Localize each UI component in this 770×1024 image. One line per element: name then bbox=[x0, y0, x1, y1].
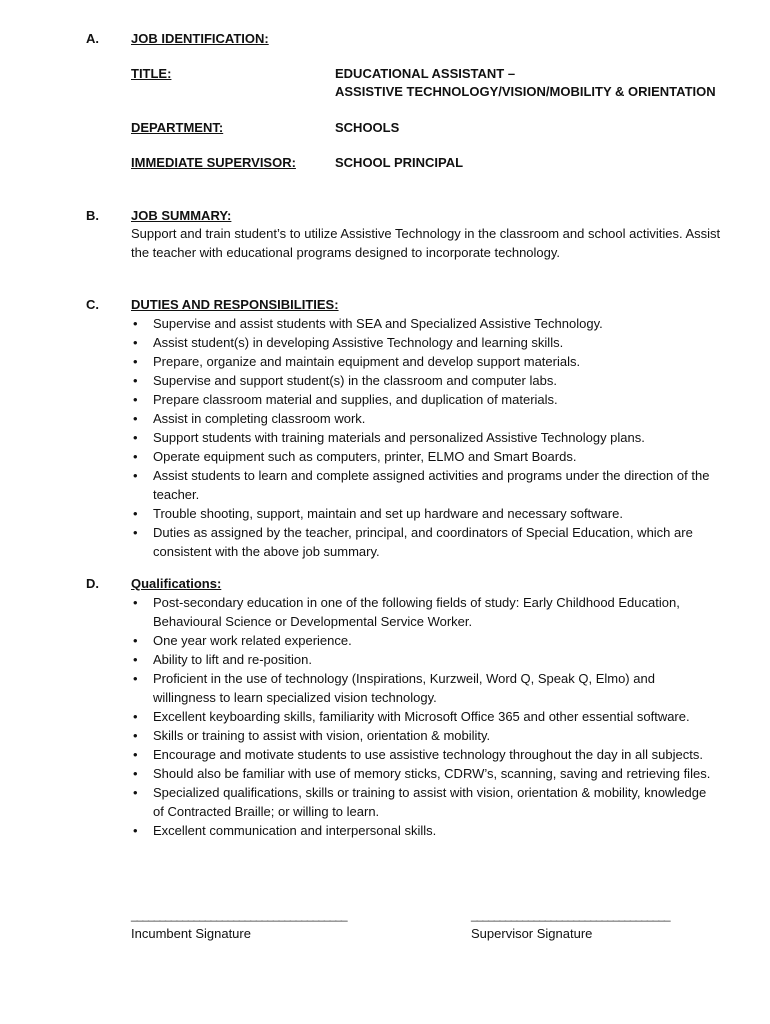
incumbent-signature-line: ______________________________________ bbox=[131, 908, 347, 922]
supervisor-signature-line: ___________________________________ bbox=[471, 908, 670, 922]
duty-item: • Operate equipment such as computers, printer, ELMO and Smart Boards. bbox=[131, 447, 711, 466]
supervisor-signature-label: Supervisor Signature bbox=[471, 926, 593, 941]
qualification-item: • Ability to lift and re-position. bbox=[131, 650, 711, 669]
duties-list bbox=[131, 314, 711, 561]
duty-item: • Assist in completing classroom work. bbox=[131, 409, 711, 428]
duty-item: • Prepare, organize and maintain equipment and develop support materials. bbox=[131, 352, 711, 371]
section-d-heading: Qualifications: bbox=[131, 576, 222, 591]
supervisor-value: SCHOOL PRINCIPAL bbox=[335, 155, 464, 170]
department-label: DEPARTMENT: bbox=[131, 120, 224, 135]
qualification-item: • Encourage and motivate students to use assistive technology throughout the day in all subjects. bbox=[131, 745, 711, 764]
qualifications-list bbox=[131, 593, 711, 840]
department-value: SCHOOLS bbox=[335, 120, 400, 135]
section-a-heading: JOB IDENTIFICATION: bbox=[131, 31, 269, 46]
title-value-line2: ASSISTIVE TECHNOLOGY/VISION/MOBILITY & ORIENTATION bbox=[335, 84, 716, 99]
duty-item: • Assist student(s) in developing Assistive Technology and learning skills. bbox=[131, 333, 711, 352]
qualification-item: • Should also be familiar with use of memory sticks, CDRW’s, scanning, saving and retrieving files. bbox=[131, 764, 711, 783]
qualification-item: • Excellent communication and interpersonal skills. bbox=[131, 821, 711, 840]
job-summary-line1: Support and train student’s to utilize Assistive Technology in the classroom and school activities. Assist bbox=[131, 226, 721, 241]
supervisor-label: IMMEDIATE SUPERVISOR: bbox=[131, 155, 296, 170]
qualification-item: • One year work related experience. bbox=[131, 631, 711, 650]
qualification-item: • Proficient in the use of technology (Inspirations, Kurzweil, Word Q, Speak Q, Elmo) and willingness to learn specialized vision technology. bbox=[131, 669, 711, 707]
duty-item: • Supervise and assist students with SEA and Specialized Assistive Technology. bbox=[131, 314, 711, 333]
section-c-letter: C. bbox=[86, 297, 99, 312]
qualification-item: • Post-secondary education in one of the following fields of study: Early Childhood Education, Behavioural Science or Developmental Service Worker. bbox=[131, 593, 711, 631]
qualification-item: • Excellent keyboarding skills, familiarity with Microsoft Office 365 and other essential software. bbox=[131, 707, 711, 726]
section-b-heading: JOB SUMMARY: bbox=[131, 208, 232, 223]
duty-item: • Duties as assigned by the teacher, principal, and coordinators of Special Education, which are consistent with the above job summary. bbox=[131, 523, 711, 561]
duty-item: • Support students with training materials and personalized Assistive Technology plans. bbox=[131, 428, 711, 447]
qualification-item: • Specialized qualifications, skills or training to assist with vision, orientation & mobility, knowledge of Contracted Braille; or willing to learn. bbox=[131, 783, 711, 821]
qualification-item: • Skills or training to assist with vision, orientation & mobility. bbox=[131, 726, 711, 745]
section-c-heading: DUTIES AND RESPONSIBILITIES: bbox=[131, 297, 339, 312]
title-value-line1: EDUCATIONAL ASSISTANT – bbox=[335, 66, 516, 81]
incumbent-signature-label: Incumbent Signature bbox=[131, 926, 251, 941]
section-a-letter: A. bbox=[86, 31, 99, 46]
duty-item: • Supervise and support student(s) in the classroom and computer labs. bbox=[131, 371, 711, 390]
duty-item: • Assist students to learn and complete assigned activities and programs under the direction of the teacher. bbox=[131, 466, 711, 504]
section-d-letter: D. bbox=[86, 576, 99, 591]
job-summary-line2: the teacher with educational programs designed to incorporate technology. bbox=[131, 245, 561, 260]
duty-item: • Prepare classroom material and supplies, and duplication of materials. bbox=[131, 390, 711, 409]
section-b-letter: B. bbox=[86, 208, 99, 223]
duty-item: • Trouble shooting, support, maintain and set up hardware and necessary software. bbox=[131, 504, 711, 523]
title-label: TITLE: bbox=[131, 66, 172, 81]
